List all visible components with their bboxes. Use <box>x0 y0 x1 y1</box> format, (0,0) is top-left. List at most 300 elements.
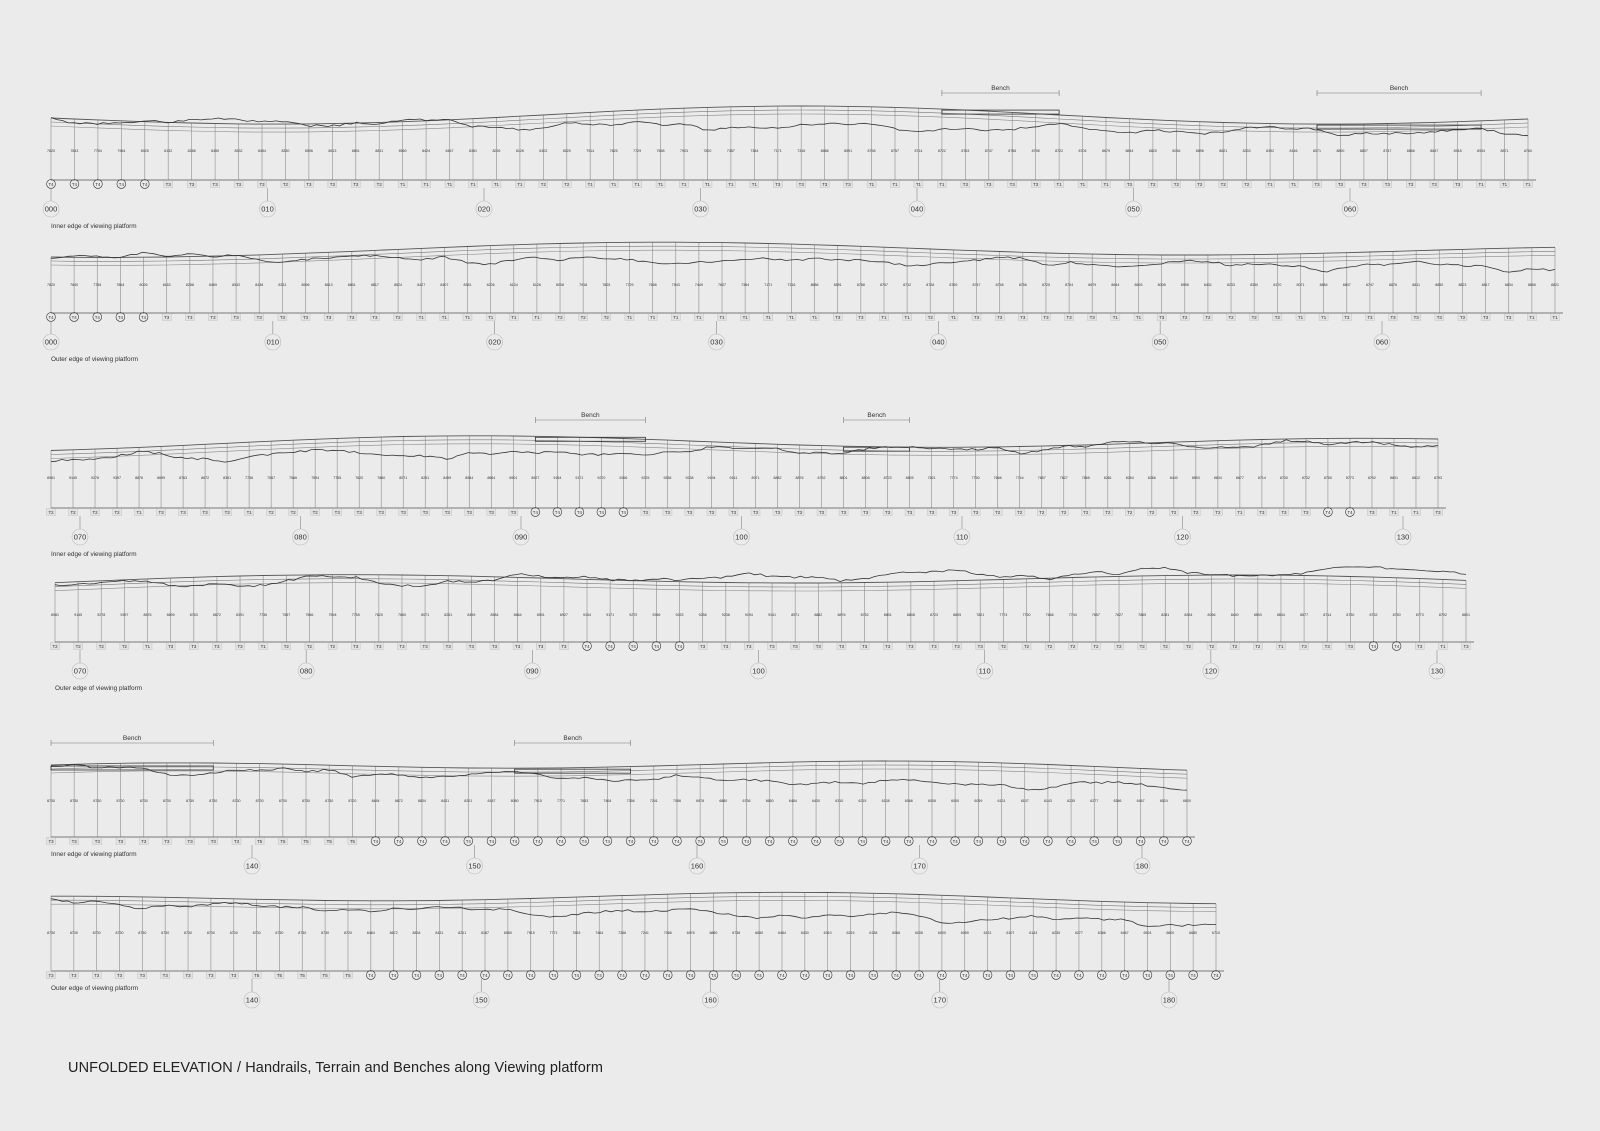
post-type-label: T3 <box>1506 314 1512 320</box>
post-reading: 7658 <box>648 283 657 287</box>
post-type-label: T3 <box>444 509 450 515</box>
post-type-label: T3 <box>885 643 891 649</box>
post-type-label: T3 <box>1066 314 1072 320</box>
post-reading: 8226 <box>486 283 495 287</box>
post-type-label: T4 <box>142 181 148 187</box>
station-marker: 120 <box>1176 532 1189 542</box>
post-reading: 6107 <box>1006 931 1015 935</box>
post-type-label: T2 <box>540 181 546 187</box>
post-type-label: T3 <box>973 509 979 515</box>
post-type-label: T4 <box>710 972 717 978</box>
station-marker: 110 <box>956 532 968 542</box>
post-reading: 8281 <box>1161 613 1170 617</box>
post-type-label: T2 <box>1171 509 1177 515</box>
post-type-label: T1 <box>488 314 494 320</box>
post-reading: 9145 <box>69 476 78 480</box>
post-type-label: T2 <box>995 509 1001 515</box>
post-reading: 9141 <box>768 613 777 617</box>
post-reading: 8524 <box>394 283 403 287</box>
post-reading: 8821 <box>1551 283 1559 287</box>
post-type-label: T4 <box>71 181 78 187</box>
post-type-label: T3 <box>189 181 195 187</box>
post-reading: 8722 <box>1055 149 1064 153</box>
post-reading: 9270 <box>629 613 638 617</box>
post-reading: 6066 <box>892 931 901 935</box>
post-type-label: T1 <box>1413 509 1419 515</box>
post-reading: 6131 <box>983 931 992 935</box>
strip-2-outer <box>51 567 1475 692</box>
station-marker: 050 <box>1153 337 1167 347</box>
post-type-label: T2 <box>1193 509 1199 515</box>
post-type-label: T2 <box>1116 643 1122 649</box>
station-marker: 080 <box>294 532 307 542</box>
post-type-label: T2 <box>1205 314 1211 320</box>
post-reading: 8773 <box>1345 476 1354 480</box>
post-type-label: T4 <box>1347 509 1353 515</box>
post-reading: 8805 <box>905 476 914 480</box>
post-type-label: T3 <box>356 509 362 515</box>
post-type-label: T3 <box>235 181 242 187</box>
post-type-label: T4 <box>859 838 865 844</box>
post-type-label: T4 <box>596 972 602 978</box>
post-type-label: T3 <box>977 643 983 649</box>
post-type-label: T4 <box>505 972 511 978</box>
post-type-label: T4 <box>391 972 397 978</box>
post-reading: 9225 <box>641 476 650 480</box>
post-reading: 7653 <box>580 799 589 803</box>
post-type-label: T2 <box>1220 181 1226 187</box>
station-marker: 010 <box>261 204 274 214</box>
post-reading: 8722 <box>937 149 946 153</box>
post-type-label: T3 <box>561 643 567 649</box>
post-reading: 8730 <box>162 799 171 803</box>
post-reading: 8773 <box>1415 613 1424 617</box>
post-reading: 7744 <box>1015 476 1024 480</box>
post-type-label: T1 <box>136 509 142 515</box>
post-type-label: T3 <box>515 643 521 649</box>
post-type-label: T3 <box>997 314 1003 320</box>
strip-1-outer <box>43 242 1563 363</box>
post-reading: 8730 <box>47 799 55 803</box>
post-reading: 9154 <box>553 476 562 480</box>
post-type-label: T3 <box>164 314 170 320</box>
post-type-label: T4 <box>368 972 374 978</box>
post-type-label: T3 <box>686 509 693 515</box>
post-type-label: T1 <box>1079 181 1086 187</box>
post-type-label: T5 <box>345 972 351 978</box>
handrail-top-line <box>51 242 1555 257</box>
strip-1-inner <box>43 85 1536 230</box>
post-reading: 6006 <box>915 931 924 935</box>
edge-label: Inner edge of viewing platform <box>51 223 137 230</box>
post-type-label: T3 <box>1408 181 1414 187</box>
post-type-label: T2 <box>1232 643 1238 649</box>
post-reading: 8730 <box>229 931 238 935</box>
handrail-lower-line <box>51 250 1555 265</box>
post-type-label: T1 <box>534 314 540 320</box>
post-type-label: T4 <box>436 972 442 978</box>
post-reading: 7171 <box>773 149 782 153</box>
post-reading: 9238 <box>721 613 730 617</box>
bench-label: Bench <box>581 412 600 419</box>
edge-label: Inner edge of viewing platform <box>51 851 137 858</box>
post-reading: 8747 <box>984 149 993 153</box>
post-reading: 9145 <box>74 613 83 617</box>
post-reading: 8686 <box>810 283 819 287</box>
post-reading: 6138 <box>881 799 890 803</box>
post-type-label: T3 <box>1384 181 1390 187</box>
post-type-label: T3 <box>302 314 309 320</box>
post-reading: 8730 <box>302 799 311 803</box>
post-type-label: T4 <box>482 972 488 978</box>
post-type-label: T4 <box>733 972 739 978</box>
post-reading: 8750 <box>1323 476 1332 480</box>
post-reading: 8730 <box>298 931 307 935</box>
post-type-label: T3 <box>885 509 891 515</box>
post-reading: 8730 <box>69 931 78 935</box>
post-type-label: T1 <box>1103 181 1109 187</box>
post-type-label: T1 <box>765 314 771 320</box>
post-type-label: T4 <box>1053 972 1059 978</box>
post-type-label: T4 <box>532 509 538 515</box>
post-reading: 8730 <box>278 799 287 803</box>
post-type-label: T4 <box>598 509 604 515</box>
post-reading: 8730 <box>325 799 334 803</box>
post-reading: 6736 <box>732 931 741 935</box>
post-type-label: T2 <box>1215 509 1221 515</box>
post-reading: 6978 <box>686 931 695 935</box>
post-reading: 9171 <box>606 613 615 617</box>
post-type-label: T4 <box>883 838 889 844</box>
post-reading: 8720 <box>343 931 352 935</box>
post-reading: 6650 <box>765 799 774 803</box>
station-marker: 000 <box>44 204 58 214</box>
post-reading: 8971 <box>791 613 800 617</box>
post-reading: 8757 <box>879 283 888 287</box>
post-type-label: T1 <box>1135 314 1142 320</box>
post-type-label: T3 <box>488 509 494 515</box>
post-type-label: T4 <box>916 972 922 978</box>
post-reading: 9278 <box>97 613 106 617</box>
post-type-label: T4 <box>528 972 534 978</box>
post-type-label: T1 <box>650 314 656 320</box>
post-type-label: T2 <box>1197 181 1203 187</box>
station-marker: 090 <box>526 666 539 676</box>
post-type-label: T5 <box>257 838 263 844</box>
post-reading: 7825 <box>602 283 611 287</box>
post-reading: 7594 <box>311 476 320 480</box>
post-reading: 9238 <box>685 476 694 480</box>
post-reading: 6277 <box>1074 931 1083 935</box>
post-reading: 8427 <box>417 283 426 287</box>
station-marker: 060 <box>1343 204 1357 214</box>
station-marker: 080 <box>299 666 313 676</box>
post-reading: 8811 <box>375 149 384 153</box>
post-type-label: T4 <box>651 838 657 844</box>
post-reading: 6430 <box>812 799 821 803</box>
post-type-label: T1 <box>868 181 875 187</box>
post-reading: 7627 <box>1115 613 1124 617</box>
post-reading: 8792 <box>1367 476 1376 480</box>
post-reading: 8725 <box>1041 283 1050 287</box>
post-reading: 8714 <box>914 149 923 153</box>
post-reading: 8026 <box>139 283 148 287</box>
post-reading: 9171 <box>575 476 584 480</box>
post-type-label: T2 <box>121 643 127 649</box>
post-reading: 9194 <box>707 476 716 480</box>
post-reading: 8812 <box>1411 476 1420 480</box>
post-type-label: T2 <box>75 643 81 649</box>
post-type-label: T3 <box>279 314 285 320</box>
post-reading: 7820 <box>47 149 55 153</box>
post-type-label: T3 <box>752 509 759 515</box>
post-reading: 7750 <box>1022 613 1031 617</box>
station-marker: 150 <box>468 861 481 871</box>
post-reading: 8591 <box>844 149 853 153</box>
post-type-label: T1 <box>400 181 406 187</box>
post-reading: 8134 <box>509 283 518 287</box>
post-type-label: T4 <box>48 181 54 187</box>
post-reading: 8712 <box>903 283 912 287</box>
post-reading: 6430 <box>800 931 809 935</box>
post-reading: 7316 <box>787 283 796 287</box>
post-type-label: T3 <box>422 643 428 649</box>
post-reading: 8438 <box>255 283 264 287</box>
post-type-label: T2 <box>603 314 609 320</box>
post-type-label: T3 <box>158 509 164 515</box>
post-type-label: T4 <box>1190 972 1196 978</box>
post-reading: 8801 <box>1389 476 1398 480</box>
post-type-label: T4 <box>847 972 854 978</box>
post-reading: 8484 <box>366 931 375 935</box>
post-type-label: T3 <box>962 181 968 187</box>
post-type-label: T3 <box>973 314 980 320</box>
station-marker: 100 <box>752 666 765 676</box>
post-type-label: T4 <box>688 972 694 978</box>
post-reading: 8730 <box>116 799 125 803</box>
post-type-label: T2 <box>564 181 570 187</box>
post-type-label: T4 <box>929 838 935 844</box>
post-reading: 8672 <box>389 931 398 935</box>
post-reading: 8752 <box>817 476 826 480</box>
post-type-label: T1 <box>260 643 266 649</box>
post-type-label: T3 <box>224 509 230 515</box>
post-type-label: T3 <box>353 643 359 649</box>
post-reading: 8467 <box>445 149 454 153</box>
post-type-label: T3 <box>700 643 706 649</box>
post-type-label: T4 <box>939 972 945 978</box>
post-type-label: T1 <box>423 181 429 187</box>
post-reading: 8714 <box>1257 476 1266 480</box>
post-type-label: T4 <box>488 838 495 844</box>
post-type-label: T4 <box>118 181 124 187</box>
post-reading: 8634 <box>1213 476 1222 480</box>
station-marker: 070 <box>73 666 87 676</box>
post-type-label: T4 <box>893 972 899 978</box>
post-type-label: T3 <box>908 643 914 649</box>
post-reading: 8730 <box>139 799 148 803</box>
post-reading: 8730 <box>184 931 193 935</box>
post-reading: 6006 <box>927 799 936 803</box>
post-reading: 8730 <box>92 931 101 935</box>
post-reading: 8532 <box>234 149 243 153</box>
post-type-label: T3 <box>1344 314 1350 320</box>
post-reading: 9266 <box>652 613 661 617</box>
handrail-mid-line <box>51 896 1216 907</box>
post-type-label: T4 <box>573 972 579 978</box>
post-reading: 7666 <box>1045 613 1054 617</box>
handrail-mid-line <box>51 246 1555 261</box>
post-type-label: T3 <box>191 643 197 649</box>
post-reading: 7627 <box>1059 476 1068 480</box>
post-type-label: T2 <box>1149 509 1155 515</box>
station-marker: 000 <box>44 337 58 347</box>
post-type-label: T3 <box>445 643 451 649</box>
post-reading: 8998 <box>1180 283 1189 287</box>
post-reading: 8201 <box>464 799 473 803</box>
post-reading: 8750 <box>1392 613 1401 617</box>
post-type-label: T3 <box>71 838 77 844</box>
post-type-label: T5 <box>276 972 282 978</box>
post-type-label: T1 <box>517 181 523 187</box>
post-type-label: T3 <box>259 181 265 187</box>
station-marker: 020 <box>488 337 501 347</box>
post-type-label: T4 <box>1138 838 1144 844</box>
post-reading: 8746 <box>995 283 1004 287</box>
post-reading: 7865 <box>1138 613 1147 617</box>
post-reading: 8971 <box>751 476 760 480</box>
post-type-label: T3 <box>818 509 825 515</box>
handrail-lower-line <box>51 769 1187 778</box>
post-reading: 7387 <box>726 149 735 153</box>
post-type-label: T1 <box>511 314 517 320</box>
post-type-label: T2 <box>70 509 76 515</box>
post-reading: 6484 <box>777 931 786 935</box>
post-reading: 7755 <box>93 283 102 287</box>
post-reading: 9258 <box>698 613 707 617</box>
post-reading: 8679 <box>1088 283 1097 287</box>
post-type-label: T5 <box>322 972 328 978</box>
post-type-label: T2 <box>376 181 382 187</box>
post-type-label: T2 <box>1047 643 1053 649</box>
post-type-label: T3 <box>208 972 214 978</box>
post-type-label: T4 <box>48 314 54 320</box>
post-reading: 8644 <box>1111 283 1120 287</box>
post-reading: 6107 <box>1020 799 1029 803</box>
post-reading: 7464 <box>595 931 604 935</box>
post-reading: 7086 <box>663 931 672 935</box>
station-marker: 130 <box>1396 532 1410 542</box>
post-reading: 8732 <box>1369 613 1378 617</box>
post-type-label: T4 <box>1161 838 1167 844</box>
post-type-label: T1 <box>246 509 252 515</box>
post-reading: 8730 <box>232 799 241 803</box>
post-reading: 6059 <box>974 799 983 803</box>
post-reading: 8769 <box>949 283 958 287</box>
post-type-label: T1 <box>742 314 748 320</box>
post-reading: 6600 <box>1166 931 1175 935</box>
bench-label: Bench <box>122 735 142 742</box>
post-reading: 7657 <box>1091 613 1100 617</box>
post-type-label: T1 <box>418 314 424 320</box>
post-type-label: T3 <box>237 643 243 649</box>
post-type-label: T3 <box>769 643 775 649</box>
post-reading: 8758 <box>867 149 876 153</box>
post-type-label: T3 <box>48 838 54 844</box>
post-reading: 6277 <box>1090 799 1099 803</box>
post-type-label: T3 <box>326 314 332 320</box>
post-type-label: T4 <box>607 643 613 649</box>
post-type-label: T3 <box>664 509 671 515</box>
post-reading: 8170 <box>1273 283 1282 287</box>
post-reading: 8918 <box>1453 149 1462 153</box>
post-reading: 8484 <box>371 799 380 803</box>
post-reading: 8807 <box>1359 149 1368 153</box>
post-reading: 8281 <box>1103 476 1112 480</box>
post-type-label: T4 <box>95 181 101 187</box>
post-type-label: T1 <box>144 643 151 649</box>
post-reading: 8793 <box>1434 476 1442 480</box>
post-type-label: T3 <box>510 509 516 515</box>
post-reading: 8251 <box>421 476 430 480</box>
post-reading: 8808 <box>861 476 870 480</box>
post-type-label: T3 <box>353 181 359 187</box>
post-reading: 7086 <box>672 799 681 803</box>
post-reading: 6600 <box>1183 799 1191 803</box>
post-type-label: T3 <box>1126 181 1133 187</box>
post-reading: 8686 <box>820 149 829 153</box>
post-reading: 8440 <box>1169 476 1178 480</box>
post-reading: 9397 <box>113 476 122 480</box>
post-type-label: T1 <box>1552 314 1558 320</box>
post-type-label: T1 <box>446 181 453 187</box>
post-reading: 8677 <box>1300 613 1309 617</box>
post-type-label: T1 <box>751 181 757 187</box>
post-type-label: T3 <box>1347 643 1353 649</box>
post-type-label: T3 <box>1435 509 1441 515</box>
post-type-label: T4 <box>767 838 773 844</box>
post-reading: 6059 <box>960 931 969 935</box>
post-type-label: T5 <box>349 838 355 844</box>
post-reading: 8847 <box>1342 283 1351 287</box>
post-reading: 8730 <box>93 799 102 803</box>
post-type-label: T2 <box>283 643 289 649</box>
post-reading: 6215 <box>858 799 867 803</box>
post-reading: 7241 <box>649 799 658 803</box>
post-type-label: T4 <box>825 972 831 978</box>
station-marker: 110 <box>978 666 991 676</box>
post-type-label: T1 <box>657 181 664 187</box>
post-reading: 8817 <box>1481 283 1490 287</box>
post-reading: 8747 <box>1383 149 1392 153</box>
post-type-label: T4 <box>1167 972 1173 978</box>
post-reading: 8350 <box>1250 283 1259 287</box>
post-reading: 9141 <box>729 476 738 480</box>
post-reading: 8927 <box>531 476 540 480</box>
post-type-label: T4 <box>1099 972 1105 978</box>
post-type-label: T3 <box>841 509 847 515</box>
post-type-label: T4 <box>1022 838 1028 844</box>
post-type-label: T2 <box>1093 643 1099 649</box>
post-reading: 8884 <box>1319 283 1328 287</box>
post-reading: 6467 <box>1136 799 1145 803</box>
post-type-label: T1 <box>1267 181 1273 187</box>
post-type-label: T3 <box>214 643 220 649</box>
post-type-label: T3 <box>1367 314 1373 320</box>
post-type-label: T1 <box>950 314 956 320</box>
post-reading: 8714 <box>1323 613 1332 617</box>
post-type-label: T4 <box>1091 838 1097 844</box>
